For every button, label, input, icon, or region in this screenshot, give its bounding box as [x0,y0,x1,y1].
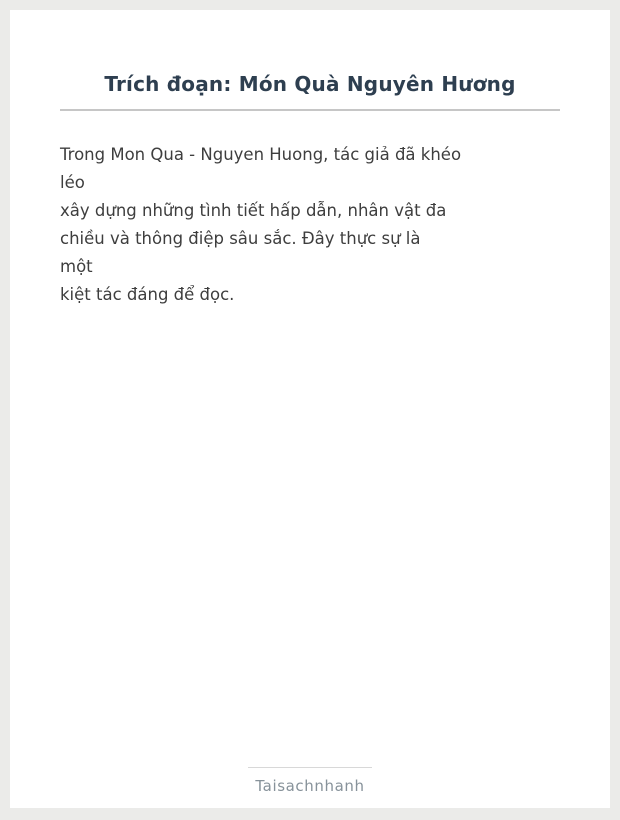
title-divider [60,109,560,111]
footer-divider [248,767,372,768]
excerpt-line: một [60,257,93,276]
excerpt-line: xây dựng những tình tiết hấp dẫn, nhân vật đa [60,201,447,220]
excerpt-page [10,10,610,808]
page-title: Trích đoạn: Món Quà Nguyên Hương [104,72,516,96]
excerpt-text [60,141,560,309]
page-footer [10,767,610,795]
excerpt-line: Trong Mon Qua - Nguyen Huong, tác giả đã khéo [60,145,462,164]
brand-label: Taisachnhanh [255,777,365,795]
excerpt-line: kiệt tác đáng để đọc. [60,285,235,304]
excerpt-line: chiều và thông điệp sâu sắc. Đây thực sự là [60,229,421,248]
excerpt-line: léo [60,173,85,192]
